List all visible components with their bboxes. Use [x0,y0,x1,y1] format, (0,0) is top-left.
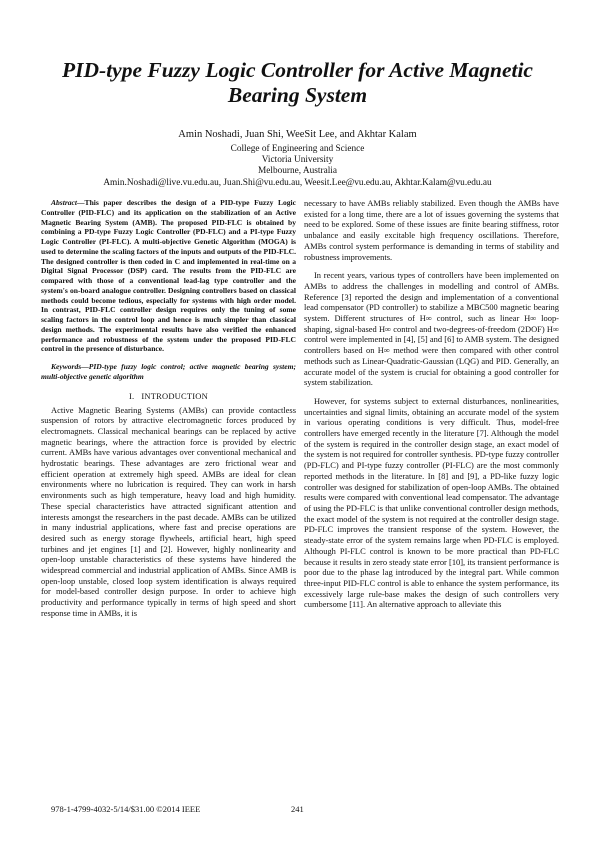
author-emails: Amin.Noshadi@live.vu.edu.au, Juan.Shi@vu.edu.au, Weesit.Lee@vu.edu.au, Akhtar.Kalam@vu.edu.au [103,178,492,188]
abstract [41,198,296,354]
section-number: I. [129,390,135,401]
abstract-label: Abstract [51,198,77,207]
affiliation-line: Melbourne, Australia [257,166,337,176]
copyright-notice: 978-1-4799-4032-5/14/$31.00 ©2014 IEEE [51,804,201,814]
affiliation-line: Victoria University [261,155,334,165]
body-paragraph: However, for systems subject to external disturbances, nonlinearities, uncertainties and signal limits, obtaining an accurate model of the system in various operating conditions is very difficult. Thus, model-free controllers have emerged recently in the literature [7]. Although the model of the system is required in the controller design stage, an exact model of the system is not required for controller synthesis. PD-type fuzzy controller (PD-FLC) and PI-type fuzzy controller (PI-FLC) are the most commonly reported methods in the literature. In [8] and [9], a PD-like fuzzy logic controller was designed for stabilization of open-loop AMBs. The obtained results were compared with conventional lead compensator. The advantage of using the PD-FLC is that unlike conventional controller design methods, the exact model of the system is not required at the controller design stage. PD-FLC improves the transient response of the system. However, the steady-state error of the system remains large when PD-FLC is employed. Although PI-FLC control is known to be more practical than PD-FLC because it results in zero steady state error [10], its transient performance is poor due to the phase lag introduced by the integral part. While common three-input PID-FLC control is able to enhance the system performance, its excessively large rule-base makes the design of such controllers very cumbersome [11]. An alternative approach to alleviate this [304,395,559,610]
right-column [304,198,559,610]
keywords: Keywords—PID-type fuzzy logic control; active magnetic bearing system; multi-objective genetic algorithm [41,362,296,381]
body-paragraph: In recent years, various types of controllers have been implemented on AMBs to address the challenges in modelling and control of AMBs. Reference [3] reported the design and implementation of a conventional lead compensator (PD controller) to stabilize a MBC500 magnetic bearing system. Different structures of H∞ control, such as linear H∞ loop-shaping, signal-based H∞ control and two-degrees-of-freedom (2DOF) H∞ control were implemented in [4], [5] and [6] to AMB system. The designed controllers based on H∞ method were then compared with other control methods such as Linear-Quadratic-Gaussian (LQG) and PID. Generally, an accurate model of the system is crucial for obtaining a good controller for system stabilization. [304,270,559,388]
body-paragraph: necessary to have AMBs reliably stabilized. Even though the AMBs have existed for a long time, there are a lot of issues governing the systems that need to be explored. Some of these issues are finite bearing stiffness, rotor unbalance and easily excitable high frequency oscillations. Therefore, AMBs control system performance is demanding in terms of stability and robustness improvements. [304,198,559,262]
section-title: INTRODUCTION [141,390,208,401]
paper-title: PID-type Fuzzy Logic Controller for Active Magnetic Bearing System [62,58,533,107]
abstract-text: —This paper describes the design of a PID-type Fuzzy Logic Controller (PID-FLC) and its application on the stabilization of an Active Magnetic Bearing System (AMB). The proposed PID-FLC is obtained by combining a PD-type Fuzzy Logic Controller (PD-FLC) and a PI-type Fuzzy Logic Controller (PI-FLC). A multi-objective Genetic Algorithm (MOGA) is used to determine the scaling factors of the inputs and outputs of the PID-FLC. The designed controller is then coded in C and implemented in real-time on a Digital Signal Processor (DSP) card. The results from the PID-FLC are compared with those of a conventional lead-lag type controller and the system's on-board analogue controller. Designing controllers based on classical methods could become tedious, especially for systems with high order model. In contrast, PID-FLC controller design requires only the tuning of some scaling factors in the control loop and hence is much simpler than classical design methods. The experimental results have also verified the enhanced performance and robustness of the system under the proposed PID-FLC control in the presence of disturbance. [41,198,296,354]
left-column [41,198,296,619]
page-number: 241 [291,804,304,814]
body-paragraph: Active Magnetic Bearing Systems (AMBs) can provide contactless suspension of rotors by attractive electromagnetic forces produced by electromagnets. Classical mechanical bearings can be replaced by active magnetic bearings, where the attraction force is provided by electric current. AMBs have various advantages over conventional mechanical and hydrostatic bearings. These advantages are zero frictional wear and efficient operation at extremely high speed. AMBs are ideal for clean environments where no lubrication is required. They can work in harsh environments such as high temperature, heavy load and high humidity. These special characteristics have attracted significant attention and interests amongst the researchers in the past decade. AMBs can be utilized in many industrial applications, where fast and precise operations are desired such as energy storage flywheels, artificial heart, high speed turbines and jet engines [1] and [2]. However, highly nonlinearity and open-loop unstable characteristics of these systems have hindered the widespread commercial and industrial application of AMBs. Since AMB is open-loop unstable, closed loop system identification is always required for model-based controller design purpose. In order to achieve high productivity and performance typically in terms of high speed and short response time in AMBs, it is [41,404,296,618]
affiliation-line: College of Engineering and Science [230,144,365,154]
section-heading [41,391,296,401]
author-list: Amin Noshadi, Juan Shi, WeeSit Lee, and Akhtar Kalam [178,129,417,140]
